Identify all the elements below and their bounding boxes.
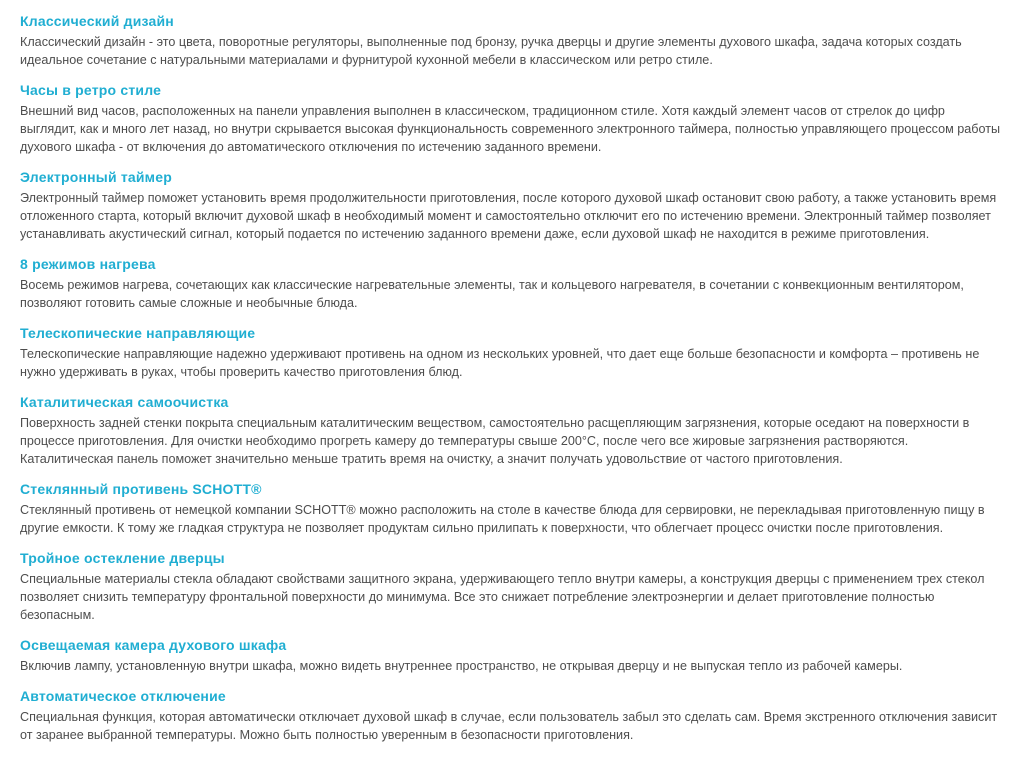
feature-title: Электронный таймер [20, 169, 172, 185]
feature-catalytic-cleaning [20, 393, 1004, 468]
feature-title: Каталитическая самоочистка [20, 394, 229, 410]
feature-description: Специальная функция, которая автоматически отключает духовой шкаф в случае, если пользователь забыл это сделать сам. Время экстренного отключения зависит от заранее выбранной температуры. Можно быть полностью уверенным в безопасности приготовления. [20, 710, 998, 742]
feature-description: Восемь режимов нагрева, сочетающих как классические нагревательные элементы, так и кольцевого нагревателя, в сочетании с конвекционным вентилятором, позволяют готовить самые сложные и необычные блюда. [20, 278, 964, 310]
feature-description: Классический дизайн - это цвета, поворотные регуляторы, выполненные под бронзу, ручка дверцы и другие элементы духового шкафа, задача которых создать идеальное сочетание с натуральными материалами и фурнитурой кухонной мебели в классическом или ретро стиле. [20, 35, 962, 67]
feature-title: Телескопические направляющие [20, 325, 256, 341]
feature-oven-lighting [20, 636, 1004, 675]
feature-description: Стеклянный противень от немецкой компании SCHOTT® можно расположить на столе в качестве блюда для сервировки, не перекладывая приготовленную пищу в другие емкости. К тому же гладкая структура не позволяет продуктам сильно прилипать к поверхности, что облегчает процесс очистки после приготовления. [20, 503, 985, 535]
feature-auto-shutoff [20, 687, 1004, 744]
feature-heating-modes [20, 255, 1004, 312]
feature-telescopic-rails [20, 324, 1004, 381]
feature-title: Автоматическое отключение [20, 688, 226, 704]
feature-description: Специальные материалы стекла обладают свойствами защитного экрана, удерживающего тепло внутри камеры, а конструкция дверцы с применением трех стекол позволяет снизить температуру фронтальной поверхности до минимума. Все это снижает потребление электроэнергии и делает приготовление полностью безопасным. [20, 572, 985, 622]
feature-classic-design [20, 12, 1004, 69]
feature-description: Электронный таймер поможет установить время продолжительности приготовления, после которого духовой шкаф остановит свою работу, а также установить время отложенного старта, который включит духовой шкаф в необходимый момент и самостоятельно отключит его по истечению времени. Электронный таймер позволяет устанавливать акустический сигнал, который подается по истечению заданного времени даже, если духовой шкаф не находится в режиме приготовления. [20, 191, 997, 241]
feature-description: Внешний вид часов, расположенных на панели управления выполнен в классическом, традиционном стиле. Хотя каждый элемент часов от стрелок до цифр выглядит, как и много лет назад, но внутри скрывается высокая функциональность современного электронного таймера, полностью управляющего процессом работы духового шкафа - от включения до автоматического отключения по истечению заданного времени. [20, 104, 1001, 154]
feature-title: 8 режимов нагрева [20, 256, 156, 272]
feature-description: Поверхность задней стенки покрыта специальным каталитическим веществом, самостоятельно расщепляющим загрязнения, которые оседают на поверхности в процессе приготовления. Для очистки необходимо прогреть камеру до температуры свыше 200°C, после чего все жировые загрязнения растворяются. Каталитическая панель поможет значительно меньше тратить время на очистку, а значит получать удовольствие от частого приготовления. [20, 416, 970, 466]
feature-title: Освещаемая камера духового шкафа [20, 637, 287, 653]
feature-description: Включив лампу, установленную внутри шкафа, можно видеть внутреннее пространство, не открывая дверцу и не выпуская тепло из рабочей камеры. [20, 659, 903, 673]
feature-glass-tray [20, 480, 1004, 537]
feature-title: Классический дизайн [20, 13, 174, 29]
feature-title: Стеклянный противень SCHOTT® [20, 481, 262, 497]
feature-retro-clock [20, 81, 1004, 156]
feature-triple-glazing [20, 549, 1004, 624]
feature-electronic-timer [20, 168, 1004, 243]
feature-title: Тройное остекление дверцы [20, 550, 225, 566]
feature-description: Телескопические направляющие надежно удерживают противень на одном из нескольких уровней, что дает еще больше безопасности и комфорта – противень не нужно удерживать в руках, чтобы проверить качество приготовления блюд. [20, 347, 980, 379]
feature-title: Часы в ретро стиле [20, 82, 162, 98]
